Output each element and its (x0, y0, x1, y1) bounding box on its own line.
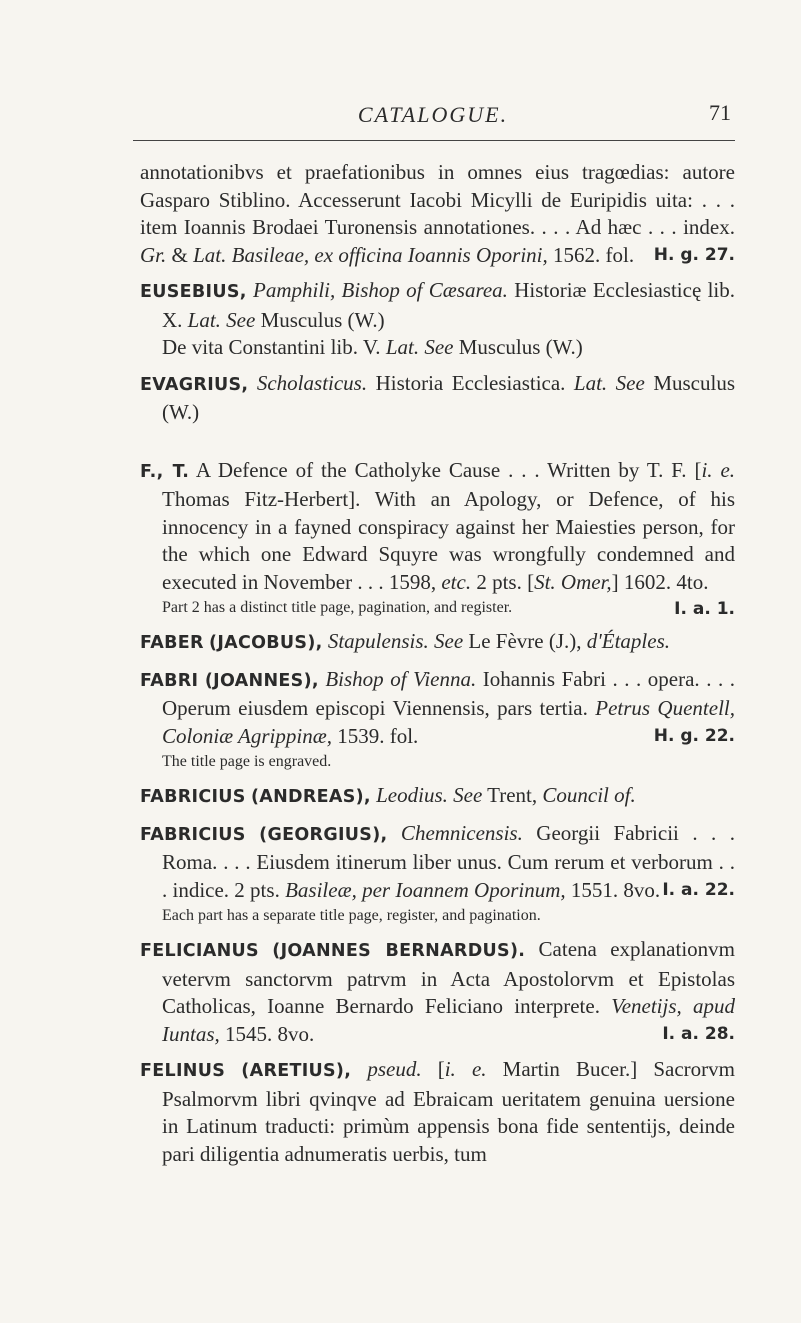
entry-text-part: Historia Ecclesiastica. (367, 370, 574, 395)
entry-text-part: Musculus (W.) (453, 335, 583, 359)
entry-heading: FABER (140, 633, 204, 653)
entry-text (140, 277, 735, 334)
entry-italic-part: etc. (441, 569, 472, 594)
entry-text (140, 936, 735, 1048)
entry-heading: EUSEBIUS, (140, 282, 247, 302)
catalogue-entry-f-t (140, 457, 735, 621)
entry-note: Part 2 has a distinct title page, pagination, and register. (162, 599, 513, 616)
entry-italic-part: Lat. See (187, 307, 256, 332)
entry-italic-part: Gr. (140, 242, 167, 267)
entry-text-part: & (166, 242, 194, 267)
entry-text-part: Musculus (W.) (255, 307, 385, 332)
entry-text-part: ] 1602. 4to. (611, 569, 709, 594)
entry-italic-part: Pamphili, Bishop of Cæsarea. (246, 278, 508, 302)
entry-text-part: Trent, (482, 783, 543, 807)
entry-text (140, 159, 735, 269)
entry-text-part: De vita Constantini lib. V. (162, 335, 386, 359)
entry-text-part: 1539. fol. (331, 723, 419, 748)
page-number: 71 (709, 100, 731, 125)
entry-italic-part: Leodius. See (370, 783, 483, 807)
header-rule (133, 140, 735, 141)
entry-italic-part: Council of. (542, 783, 636, 807)
shelfmark: I. a. 22. (662, 879, 735, 900)
catalogue-entry-fabri (140, 666, 735, 775)
catalogue-entry-evagrius (140, 370, 735, 427)
entry-italic-part: Lat. See (385, 335, 454, 359)
page-header (133, 94, 733, 134)
running-title: CATALOGUE. (357, 102, 509, 127)
entry-italic-part: Stapulensis. See (322, 629, 464, 653)
entry-italic-part: d'Étaples. (586, 629, 671, 653)
entry-text-part: Le Fèvre (J.), (463, 629, 587, 653)
shelfmark: H. g. 22. (653, 725, 735, 746)
entry-text-part: Thomas Fitz-Herbert]. With an Apology, or Defence, of his innocency in a fayned conspiracy against her Maiesties person, for the which one Edward Squyre was wrongfully condemned and executed in November . . . 1598, (162, 487, 735, 594)
entry-heading-forename: (ARETIUS), (241, 1061, 352, 1081)
entry-italic-part: Petrus Quentell, Coloniæ Agrippinæ, (162, 696, 735, 748)
entry-heading: FELINUS (140, 1061, 226, 1081)
entry-italic-part: i. e. (701, 457, 736, 482)
entry-heading-forename: (GEORGIUS), (259, 824, 388, 845)
entry-text-part: Martin Bucer.] Sacrorvm Psalmorvm libri qvinqve ad Ebraicam ueritatem genuina uersione in Latinum traducti: primùm appensis bona fide sententijs, deinde pari diligentia adnumeratis uerbis, tum (162, 1057, 735, 1166)
entry-italic-part: Venetijs, apud Iuntas, (162, 994, 735, 1046)
entry-text (140, 666, 735, 751)
entry-note: Each part has a separate title page, register, and pagination. (162, 907, 541, 924)
entry-italic-part: pseud. (351, 1057, 422, 1081)
entry-heading-forename: (JACOBUS), (209, 633, 323, 653)
entry-text-part: Iohannis Fabri . . . opera. . . . Operum eiusdem episcopi Viennensis, pars tertia. (162, 666, 735, 720)
entry-text (140, 628, 735, 658)
entry-text (140, 370, 735, 427)
entry-italic-part: Chemnicensis. (387, 820, 523, 845)
entry-text-part: Historiæ Ecclesiasticę lib. X. (162, 278, 735, 332)
entry-text-part: 1545. 8vo. (219, 1021, 315, 1046)
entry-text-part: annotationibvs et praefationibus in omnes eius tragœdias: autore Gasparo Stiblino. Accesserunt Iacobi Micylli de Euripidis uita: . . . item Ioannis Brodaei Turonensis annotationes. . . . Ad hæc . . . index. (140, 160, 735, 239)
entry-text-part: 1562. fol. (547, 242, 635, 267)
catalogue-entry-eusebius (140, 277, 735, 362)
entry-text-part: Georgii Fabricii . . . Roma. . . . Eiusdem itinerum liber unus. Cum rerum et verborum . . . indice. 2 pts. (162, 820, 736, 902)
entry-heading: FABRI (140, 670, 199, 691)
entry-text-part: [ (421, 1057, 445, 1081)
shelfmark: H. g. 27. (653, 244, 735, 265)
entry-heading: FELICIANUS (140, 941, 259, 961)
entry-text (140, 782, 735, 812)
entry-heading: FABRICIUS (140, 787, 246, 807)
catalogue-entry-felicianus (140, 936, 735, 1048)
entry-heading: FABRICIUS (140, 824, 246, 845)
entry-heading-forename: (JOANNES), (204, 670, 319, 691)
entry-heading: F., T. (140, 461, 190, 482)
catalogue-entry-fabricius-andreas (140, 782, 735, 812)
entry-heading-forename: (JOANNES BERNARDUS). (272, 941, 526, 961)
entry-text-part: A Defence of the Catholyke Cause . . . Written by T. F. [ (189, 457, 702, 482)
entry-italic-part: Basileæ, per Ioannem Oporinum, (285, 877, 566, 902)
entry-italic-part: i. e. (444, 1057, 487, 1081)
entry-heading-forename: (ANDREAS), (250, 787, 371, 807)
entry-sub-item (140, 334, 735, 362)
entry-text (140, 1056, 735, 1168)
catalogue-body (140, 159, 735, 1176)
catalogue-entry-felinus (140, 1056, 735, 1168)
entry-note: The title page is engraved. (162, 753, 332, 770)
shelfmark: I. a. 28. (662, 1023, 735, 1044)
entry-text-part: 1551. 8vo. (565, 877, 661, 902)
entry-italic-part: Lat. See (573, 370, 645, 395)
entry-text-part: Catena explanationvm vetervm sanctorvm patrvm in Acta Apostolorvm et Epistolas Catholicas, Ioanne Bernardo Feliciano interprete. (162, 937, 735, 1018)
shelfmark: I. a. 1. (674, 599, 735, 619)
entry-italic-part: Lat. Basileae, ex officina Ioannis Oporini, (193, 242, 548, 267)
catalogue-entry-euripides-continued (140, 159, 735, 269)
entry-text-part: 2 pts. [ (471, 569, 535, 594)
entry-text (140, 820, 735, 905)
entry-italic-part: Scholasticus. (248, 370, 368, 395)
catalogue-entry-fabricius-georgius (140, 820, 735, 929)
entry-text-part: Musculus (W.) (162, 370, 735, 424)
entry-heading: EVAGRIUS, (140, 374, 249, 395)
catalogue-entry-faber (140, 628, 735, 658)
entry-italic-part: St. Omer, (534, 569, 612, 594)
entry-italic-part: Bishop of Vienna. (318, 666, 477, 691)
